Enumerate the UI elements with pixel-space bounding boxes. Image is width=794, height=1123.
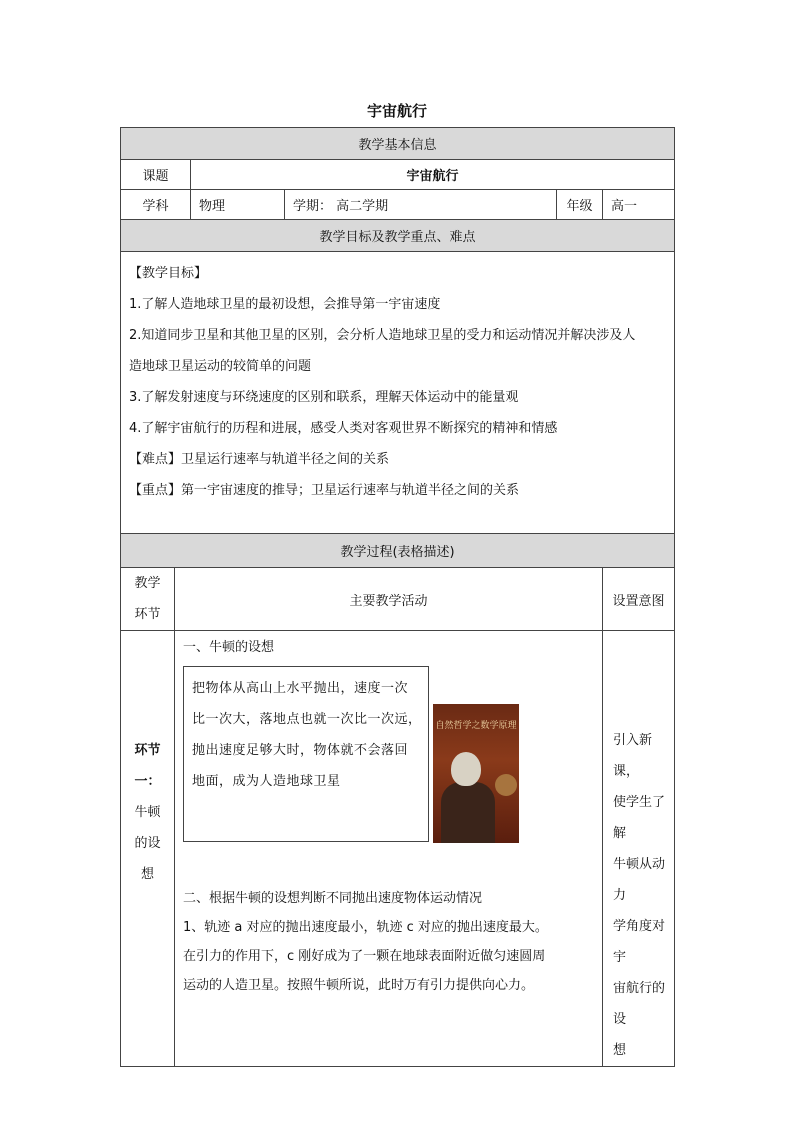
goals-block bbox=[121, 252, 675, 534]
grade-label: 年级 bbox=[557, 190, 603, 220]
activity-heading-1: 一、牛顿的设想 bbox=[183, 640, 275, 655]
intent-line: 想 bbox=[613, 1043, 627, 1058]
grade-value: 高一 bbox=[603, 190, 675, 220]
stage-line: 的设 bbox=[134, 836, 161, 851]
intent-line: 使学生了解 bbox=[613, 795, 666, 841]
stage-header-line: 环节 bbox=[134, 607, 161, 622]
stage-header-line: 教学 bbox=[134, 576, 161, 591]
goal-item: 1.了解人造地球卫星的最初设想，会推导第一宇宙速度 bbox=[129, 297, 441, 312]
term-label: 学期： bbox=[293, 199, 333, 214]
activity-header: 主要教学活动 bbox=[175, 568, 603, 631]
quote-line: 抛出速度足够大时，物体就不会落回 bbox=[192, 743, 409, 758]
activity-paragraph: 运动的人造卫星。按照牛顿所说，此时万有引力提供向心力。 bbox=[183, 978, 535, 993]
newton-quote-area bbox=[183, 666, 594, 874]
activity-cell bbox=[175, 631, 603, 1067]
intent-cell bbox=[603, 631, 675, 1067]
goal-item: 2.知道同步卫星和其他卫星的区别，会分析人造地球卫星的受力和运动情况并解决涉及人 bbox=[129, 328, 636, 343]
principia-book-cover-image bbox=[433, 704, 519, 843]
intent-line: 牛顿从动力 bbox=[613, 857, 666, 903]
document-title: 宇宙航行 bbox=[366, 102, 427, 120]
intent-header: 设置意图 bbox=[603, 568, 675, 631]
goal-item: 3.了解发射速度与环绕速度的区别和联系，理解天体运动中的能量观 bbox=[129, 390, 519, 405]
newton-quote-box bbox=[183, 666, 429, 842]
key-text: 第一宇宙速度的推导；卫星运行速率与轨道半径之间的关系 bbox=[181, 483, 520, 498]
book-title: 自然哲学之数学原理 bbox=[435, 721, 517, 731]
term-cell bbox=[285, 190, 557, 220]
term-value: 高二学期 bbox=[336, 199, 389, 214]
newton-portrait-head bbox=[451, 752, 481, 786]
stage-header bbox=[121, 568, 175, 631]
quote-line: 比一次大，落地点也就一次比一次远， bbox=[192, 712, 422, 727]
goal-item: 4.了解宇宙航行的历程和进展，感受人类对客观世界不断探究的精神和情感 bbox=[129, 421, 558, 436]
section-basic-info: 教学基本信息 bbox=[121, 128, 675, 160]
globe-icon bbox=[495, 774, 517, 796]
key-tag: 【重点】 bbox=[129, 483, 182, 498]
goals-header: 【教学目标】 bbox=[129, 266, 208, 281]
activity-paragraph: 在引力的作用下，c 刚好成为了一颗在地球表面附近做匀速圆周 bbox=[183, 949, 546, 964]
activity-heading-2: 二、根据牛顿的设想判断不同抛出速度物体运动情况 bbox=[183, 891, 483, 906]
quote-line: 地面，成为人造地球卫星 bbox=[192, 774, 341, 789]
stage-cell bbox=[121, 631, 175, 1067]
goal-item: 造地球卫星运动的较简单的问题 bbox=[129, 359, 312, 374]
intent-line: 学角度对宇 bbox=[613, 919, 666, 965]
stage-line: 环节 bbox=[134, 743, 161, 758]
intent-line: 引入新课， bbox=[613, 733, 653, 779]
section-process: 教学过程(表格描述) bbox=[121, 534, 675, 568]
subject-value: 物理 bbox=[191, 190, 285, 220]
quote-line: 把物体从高山上水平抛出，速度一次 bbox=[192, 681, 409, 696]
stage-line: 想 bbox=[140, 867, 154, 882]
intent-line: 宙航行的设 bbox=[613, 981, 666, 1027]
course-label: 课题 bbox=[121, 160, 191, 190]
difficult-tag: 【难点】 bbox=[129, 452, 182, 467]
difficult-point bbox=[129, 444, 666, 475]
difficult-text: 卫星运行速率与轨道半径之间的关系 bbox=[181, 452, 390, 467]
activity-paragraph: 1、轨迹 a 对应的抛出速度最小，轨迹 c 对应的抛出速度最大。 bbox=[183, 920, 548, 935]
stage-line: 一： bbox=[134, 774, 161, 789]
course-value: 宇宙航行 bbox=[191, 160, 675, 190]
key-point bbox=[129, 475, 666, 506]
stage-line: 牛顿 bbox=[134, 805, 161, 820]
section-goals: 教学目标及教学重点、难点 bbox=[121, 220, 675, 252]
newton-portrait-body bbox=[441, 782, 495, 843]
lesson-plan-table bbox=[120, 127, 675, 1067]
subject-label: 学科 bbox=[121, 190, 191, 220]
